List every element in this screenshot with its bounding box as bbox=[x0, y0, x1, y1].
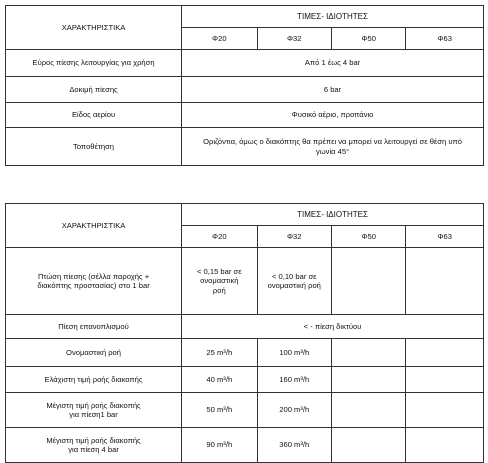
table-row bbox=[6, 339, 484, 367]
table-cell: 200 m³/h bbox=[257, 393, 331, 428]
table-cell: < 0,10 bar σε ονομαστική ροή bbox=[257, 248, 331, 315]
table-cell bbox=[331, 339, 405, 367]
column-header-f20: Φ20 bbox=[182, 226, 257, 248]
table-cell: 40 m³/h bbox=[182, 367, 257, 393]
row-value: Από 1 έως 4 bar bbox=[182, 50, 484, 77]
table-cell bbox=[406, 248, 484, 315]
column-header-f32: Φ32 bbox=[257, 226, 331, 248]
row-label: Ονομαστική ροή bbox=[6, 339, 182, 367]
column-header-f32: Φ32 bbox=[257, 28, 331, 50]
table-cell bbox=[406, 428, 484, 463]
table-row bbox=[6, 393, 484, 428]
row-label: Ελάχιστη τιμή ροής διακοπής bbox=[6, 367, 182, 393]
characteristics-header: ΧΑΡΑΚΤΗΡΙΣΤΙΚΑ bbox=[6, 204, 182, 248]
table-row bbox=[6, 50, 484, 77]
table-row bbox=[6, 128, 484, 166]
values-header: ΤΙΜΕΣ- ΙΔΙΟΤΗΤΕΣ bbox=[182, 6, 484, 28]
table-row bbox=[6, 315, 484, 339]
row-value: Οριζόντια, όμως ο διακόπτης θα πρέπει να μπορεί να λειτουργεί σε θέση υπό γωνία 45° bbox=[182, 128, 484, 166]
column-header-f63: Φ63 bbox=[406, 28, 484, 50]
row-value: Φυσικό αέριο, προπάνιο bbox=[182, 103, 484, 128]
column-header-f63: Φ63 bbox=[406, 226, 484, 248]
specs-table-1 bbox=[5, 5, 484, 166]
row-label: Πίεση επανοπλισμού bbox=[6, 315, 182, 339]
table-cell bbox=[406, 393, 484, 428]
table-row bbox=[6, 367, 484, 393]
table-cell bbox=[331, 248, 405, 315]
table-cell bbox=[406, 367, 484, 393]
table-cell: 25 m³/h bbox=[182, 339, 257, 367]
column-header-f50: Φ50 bbox=[331, 226, 405, 248]
row-label: Πτώση πίεσης (σέλλα παροχής + διακόπτης προστασίας) στο 1 bar bbox=[6, 248, 182, 315]
table-cell bbox=[331, 393, 405, 428]
values-header: ΤΙΜΕΣ- ΙΔΙΟΤΗΤΕΣ bbox=[182, 204, 484, 226]
table-cell: 90 m³/h bbox=[182, 428, 257, 463]
table-row bbox=[6, 428, 484, 463]
table-cell: 100 m³/h bbox=[257, 339, 331, 367]
row-label: Δοκιμή πίεσης bbox=[6, 77, 182, 103]
specs-table-2 bbox=[5, 203, 484, 463]
table-cell: 360 m³/h bbox=[257, 428, 331, 463]
table-cell: < 0,15 bar σε ονομαστική ροή bbox=[182, 248, 257, 315]
table-cell: 160 m³/h bbox=[257, 367, 331, 393]
characteristics-header: ΧΑΡΑΚΤΗΡΙΣΤΙΚΑ bbox=[6, 6, 182, 50]
row-label: Εύρος πίεσης λειτουργίας για χρήση bbox=[6, 50, 182, 77]
row-label: Είδος αερίου bbox=[6, 103, 182, 128]
table-cell bbox=[406, 339, 484, 367]
table-row bbox=[6, 248, 484, 315]
table-row bbox=[6, 103, 484, 128]
column-header-f20: Φ20 bbox=[182, 28, 257, 50]
table-row bbox=[6, 77, 484, 103]
column-header-f50: Φ50 bbox=[331, 28, 405, 50]
table-cell bbox=[331, 367, 405, 393]
table-cell bbox=[331, 428, 405, 463]
row-value: 6 bar bbox=[182, 77, 484, 103]
row-value: < - πίεση δικτύου bbox=[182, 315, 484, 339]
row-label: Μέγιστη τιμή ροής διακοπής για πίεση1 bar bbox=[6, 393, 182, 428]
row-label: Μέγιστη τιμή ροής διακοπής για πίεση 4 bar bbox=[6, 428, 182, 463]
table-cell: 50 m³/h bbox=[182, 393, 257, 428]
row-label: Τοποθέτηση bbox=[6, 128, 182, 166]
